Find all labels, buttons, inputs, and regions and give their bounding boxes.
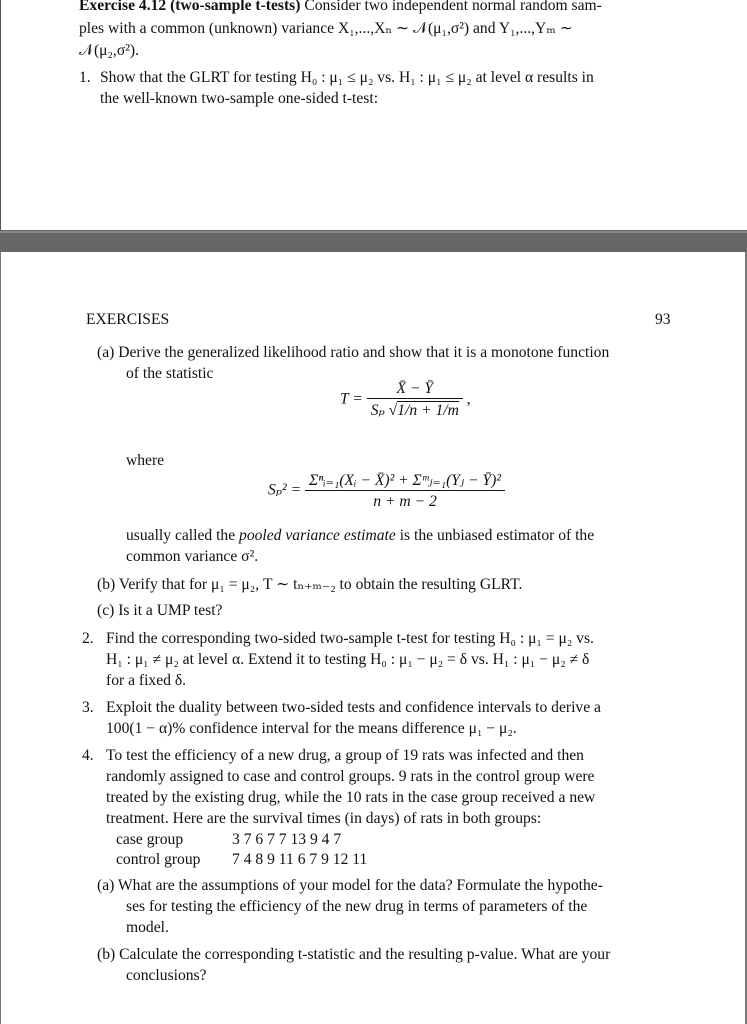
q4a-line1: (a) What are the assumptions of your model for the data? Formulate the hypothe- [97, 877, 603, 894]
t-numerator: X̄ − Ȳ [396, 380, 434, 397]
pooled-line1-post: is the unbiased estimator of the [399, 527, 595, 544]
pooled-variance-formula [268, 471, 505, 511]
exercise-intro-line2: ples with a common (unknown) variance X₁,...,Xₙ ∼ 𝒩(μ₁,σ²) and Y₁,...,Yₘ ∼ [79, 20, 573, 37]
running-head: EXERCISES [86, 311, 170, 328]
q4b-line1: (b) Calculate the corresponding t-statistic and the resulting p-value. What are your [97, 946, 611, 963]
sqrt-icon: √ [388, 402, 398, 419]
survival-data-table [116, 830, 367, 870]
item2-line3: for a fixed δ. [106, 672, 187, 689]
page-edge-left [0, 252, 1, 1024]
page-number: 93 [655, 311, 671, 328]
pooled-term: pooled variance estimate [239, 527, 396, 544]
item4-number: 4. [82, 747, 94, 764]
item4-line3: treated by the existing drug, while the 10 rats in the case group received a new [106, 789, 596, 806]
item2-line1: Find the corresponding two-sided two-sample t-test for testing H₀ : μ₁ = μ₂ vs. [106, 630, 594, 647]
part-a-line2: of the statistic [126, 365, 214, 382]
q4b-line2: conclusions? [126, 967, 207, 984]
pooled-line1 [126, 526, 594, 546]
t-statistic-formula [340, 380, 471, 420]
part-a-line1: (a) Derive the generalized likelihood ratio and show that it is a monotone function [97, 344, 610, 361]
table-row [116, 830, 367, 850]
exercise-heading: Exercise 4.12 (two-sample t-tests) [79, 0, 301, 14]
page-edge [0, 0, 1, 230]
exercise-intro-line1 [79, 0, 602, 16]
t-denominator [367, 398, 463, 420]
sp-numerator: Σⁿᵢ₌₁(Xᵢ − X̄)² + Σᵐⱼ₌₁(Yⱼ − Ȳ)² [309, 472, 501, 489]
sp-denominator: n + m − 2 [305, 490, 505, 511]
row-values: 3 7 6 7 7 13 9 4 7 [232, 831, 342, 848]
pooled-line2: common variance σ². [126, 548, 259, 565]
item2-line2: H₁ : μ₁ ≠ μ₂ at level α. Extend it to testing H₀ : μ₁ − μ₂ = δ vs. H₁ : μ₁ − μ₂ ≠ δ [106, 651, 590, 668]
item4-line1: To test the efficiency of a new drug, a group of 19 rats was infected and then [106, 747, 584, 764]
sp-fraction [305, 471, 505, 511]
row-values: 7 4 8 9 11 6 7 9 12 11 [232, 851, 368, 868]
t-trailing-comma: , [466, 390, 471, 408]
part-c-line: (c) Is it a UMP test? [97, 602, 223, 619]
item2-number: 2. [82, 630, 94, 647]
table-row [116, 850, 367, 870]
page-top-fragment [0, 0, 747, 230]
q4a-line2: ses for testing the efficiency of the new drug in terms of parameters of the [126, 898, 588, 915]
sp-lhs: Sₚ² = [268, 481, 302, 499]
page-93 [0, 252, 747, 1024]
pooled-line1-pre: usually called the [126, 527, 236, 544]
t-den-prefix: Sₚ [370, 402, 385, 419]
item3-line1: Exploit the duality between two-sided tests and confidence intervals to derive a [106, 699, 601, 716]
t-den-sqrt: 1/n + 1/m [397, 402, 459, 419]
exercise-intro-text: Consider two independent normal random sam- [304, 0, 602, 14]
item1-line2: the well-known two-sample one-sided t-test: [100, 90, 379, 107]
item4-line4: treatment. Here are the survival times (in days) of rats in both groups: [106, 810, 542, 827]
item3-number: 3. [82, 699, 94, 716]
item1-line1: Show that the GLRT for testing H₀ : μ₁ ≤ μ₂ vs. H₁ : μ₁ ≤ μ₂ at level α results in [100, 69, 594, 86]
page-separator [0, 230, 747, 252]
row-label: case group [116, 831, 184, 848]
separator-highlight [0, 231, 747, 233]
q4a-line3: model. [126, 919, 169, 936]
exercise-intro-line3: 𝒩(μ₂,σ²). [79, 42, 139, 59]
item4-line2: randomly assigned to case and control groups. 9 rats in the control group were [106, 768, 595, 785]
row-label: control group [116, 851, 201, 868]
t-lhs: T = [340, 390, 363, 408]
item3-line2: 100(1 − α)% confidence interval for the means difference μ₁ − μ₂. [106, 720, 517, 737]
where-label: where [126, 452, 165, 469]
t-fraction [367, 380, 463, 420]
part-b-line: (b) Verify that for μ₁ = μ₂, T ∼ tₙ₊ₘ₋₂ to obtain the resulting GLRT. [97, 576, 523, 593]
item1-number: 1. [79, 69, 91, 86]
